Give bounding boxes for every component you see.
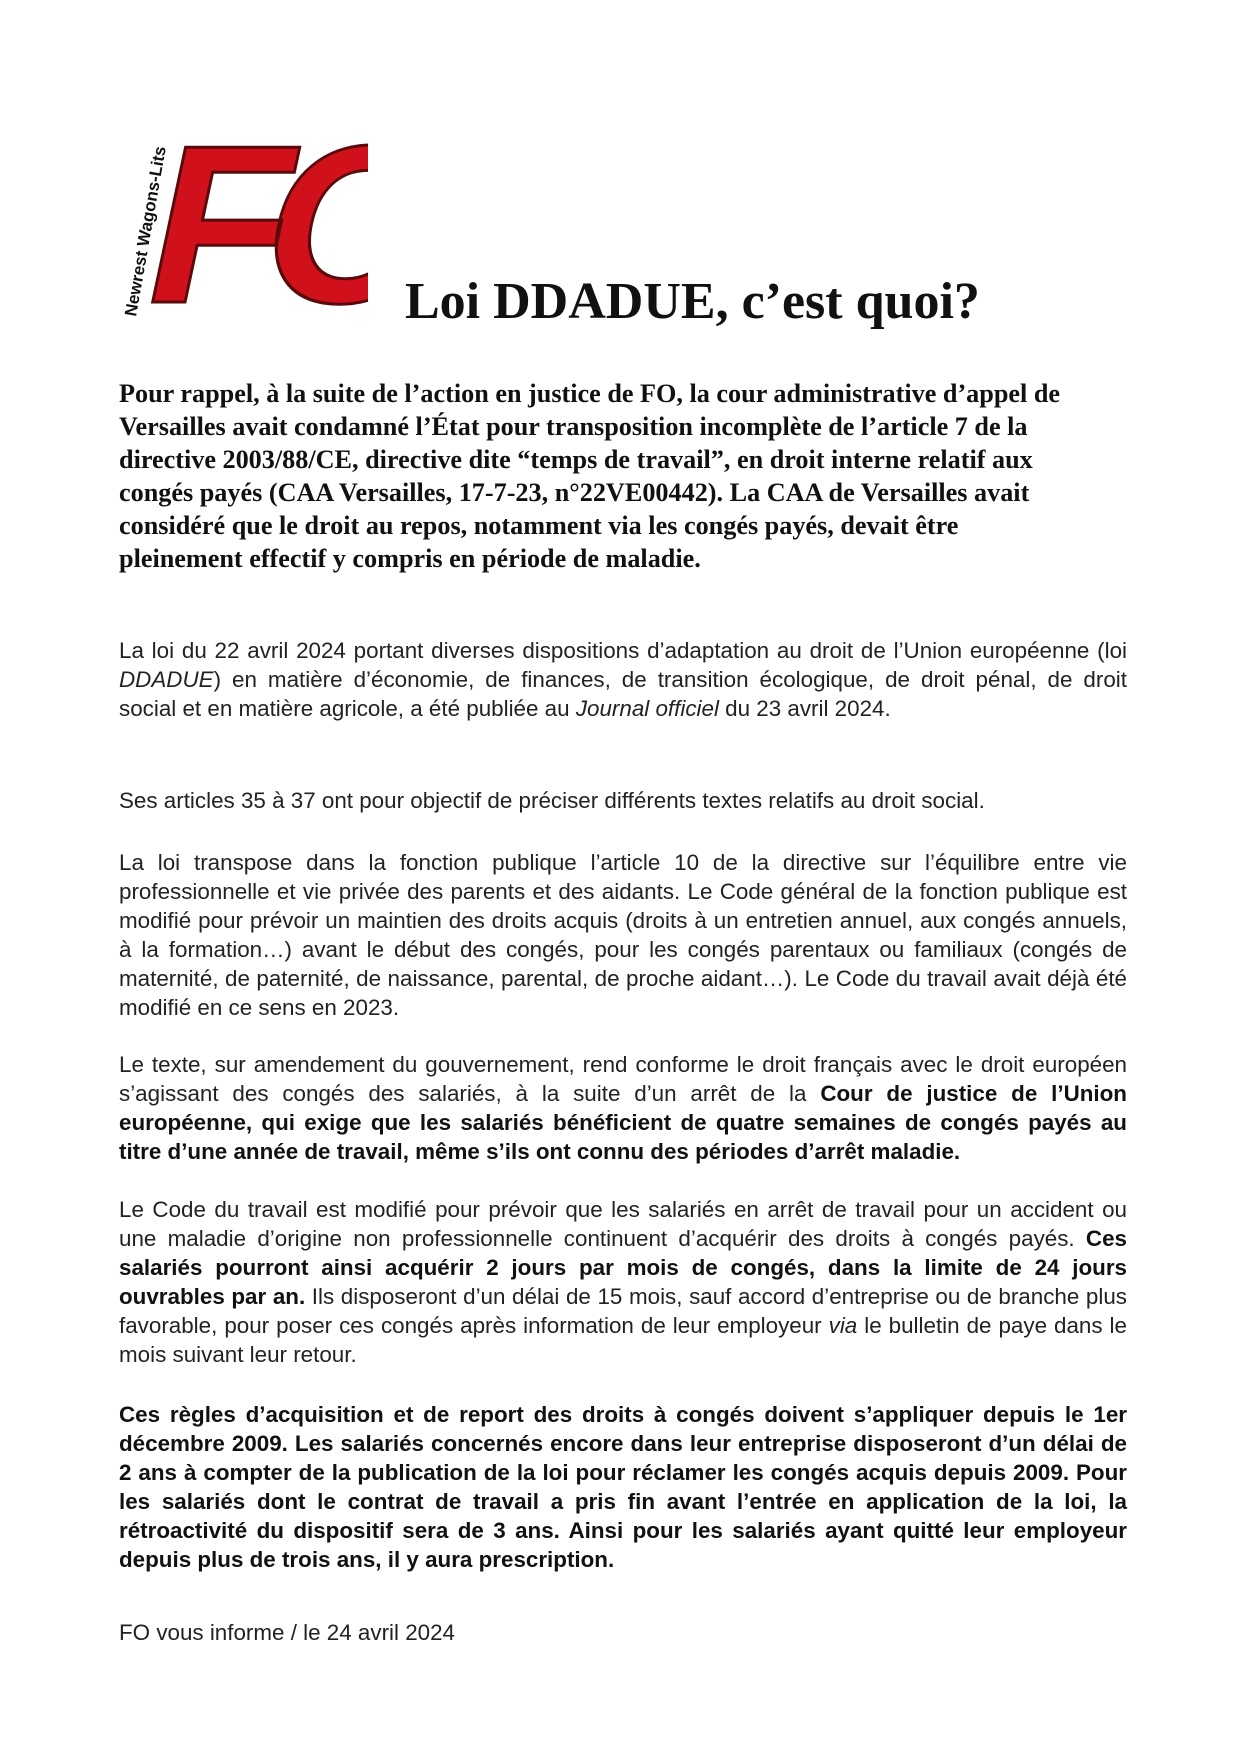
paragraph-fonction-publique: La loi transpose dans la fonction publique l’article 10 de la directive sur l’équilibre entre vie professionnelle et vie privée des parents et des aidants. Le Code général de la fonction publique est modifié pour prévoir un maintien des droits acquis (droits à un entretien annuel, aux congés annuels, à la formation…) avant le début des congés, pour les congés parentaux ou familiaux (congés de maternité, de paternité, de naissance, parental, de proche aidant…). Le Code du travail avait déjà été modifié en ce sens en 2023.: [119, 850, 1127, 1020]
logo-letters: FO: [127, 112, 368, 327]
page-title: Loi DDADUE, c’est quoi?: [405, 273, 980, 330]
paragraph-regles-acquisition: Ces règles d’acquisition et de report des droits à congés doivent s’appliquer depuis le 1er décembre 2009. Les salariés concernés encore dans leur entreprise disposeront d’un délai de 2 ans à compter de la publication de la loi pour réclamer les congés acquis depuis 2009. Pour les salariés dont le contrat de travail a pris fin avant l’entrée en application de la loi, la rétroactivité du dispositif sera de 3 ans. Ainsi pour les salariés ayant quitté leur employeur depuis plus de trois ans, il y aura prescription.: [119, 1402, 1127, 1572]
paragraph-droit-europeen: Le texte, sur amendement du gouvernement, rend conforme le droit français avec le droit européen s’agissant des congés des salariés, à la suite d’un arrêt de la Cour de justice de l’Union européenne, qui exige que les salariés bénéficient de quatre semaines de congés payés au titre d’une année de travail, même s’ils ont connu des périodes d’arrêt maladie.: [119, 1052, 1127, 1164]
footer-date: FO vous informe / le 24 avril 2024: [119, 1620, 456, 1645]
intro-paragraph: Pour rappel, à la suite de l’action en justice de FO, la cour administrative d’appel de Versailles avait condamné l’État pour transposition incomplète de l’article 7 de la directive 2003/88/CE, directive dite “temps de travail”, en droit interne relatif aux congés payés (CAA Versailles, 17-7-23, n°22VE00442). La CAA de Versailles avait considéré que le droit au repos, notamment via les congés payés, devait être pleinement effectif y compris en période de maladie.: [119, 379, 1061, 573]
paragraph-articles: Ses articles 35 à 37 ont pour objectif de préciser différents textes relatifs au droit social.: [119, 788, 985, 813]
paragraph-code-du-travail: Le Code du travail est modifié pour prévoir que les salariés en arrêt de travail pour un accident ou une maladie d’origine non professionnelle continuent d’acquérir des droits à congés payés. Ces salariés pourront ainsi acquérir 2 jours par mois de congés, dans la limite de 24 jours ouvrables par an. Ils disposeront d’un délai de 15 mois, sauf accord d’entreprise ou de branche plus favorable, pour poser ces congés après information de leur employeur via le bulletin de paye dans le mois suivant leur retour.: [119, 1197, 1127, 1367]
paragraph-loi-publication: La loi du 22 avril 2024 portant diverses dispositions d’adaptation au droit de l’Union européenne (loi DDADUE) en matière d’économie, de finances, de transition écologique, de droit pénal, de droit social et en matière agricole, a été publiée au Journal officiel du 23 avril 2024.: [119, 638, 1127, 721]
fo-logo: [118, 112, 368, 327]
logo-vertical-text: Newrest Wagons-Lits: [121, 144, 170, 318]
